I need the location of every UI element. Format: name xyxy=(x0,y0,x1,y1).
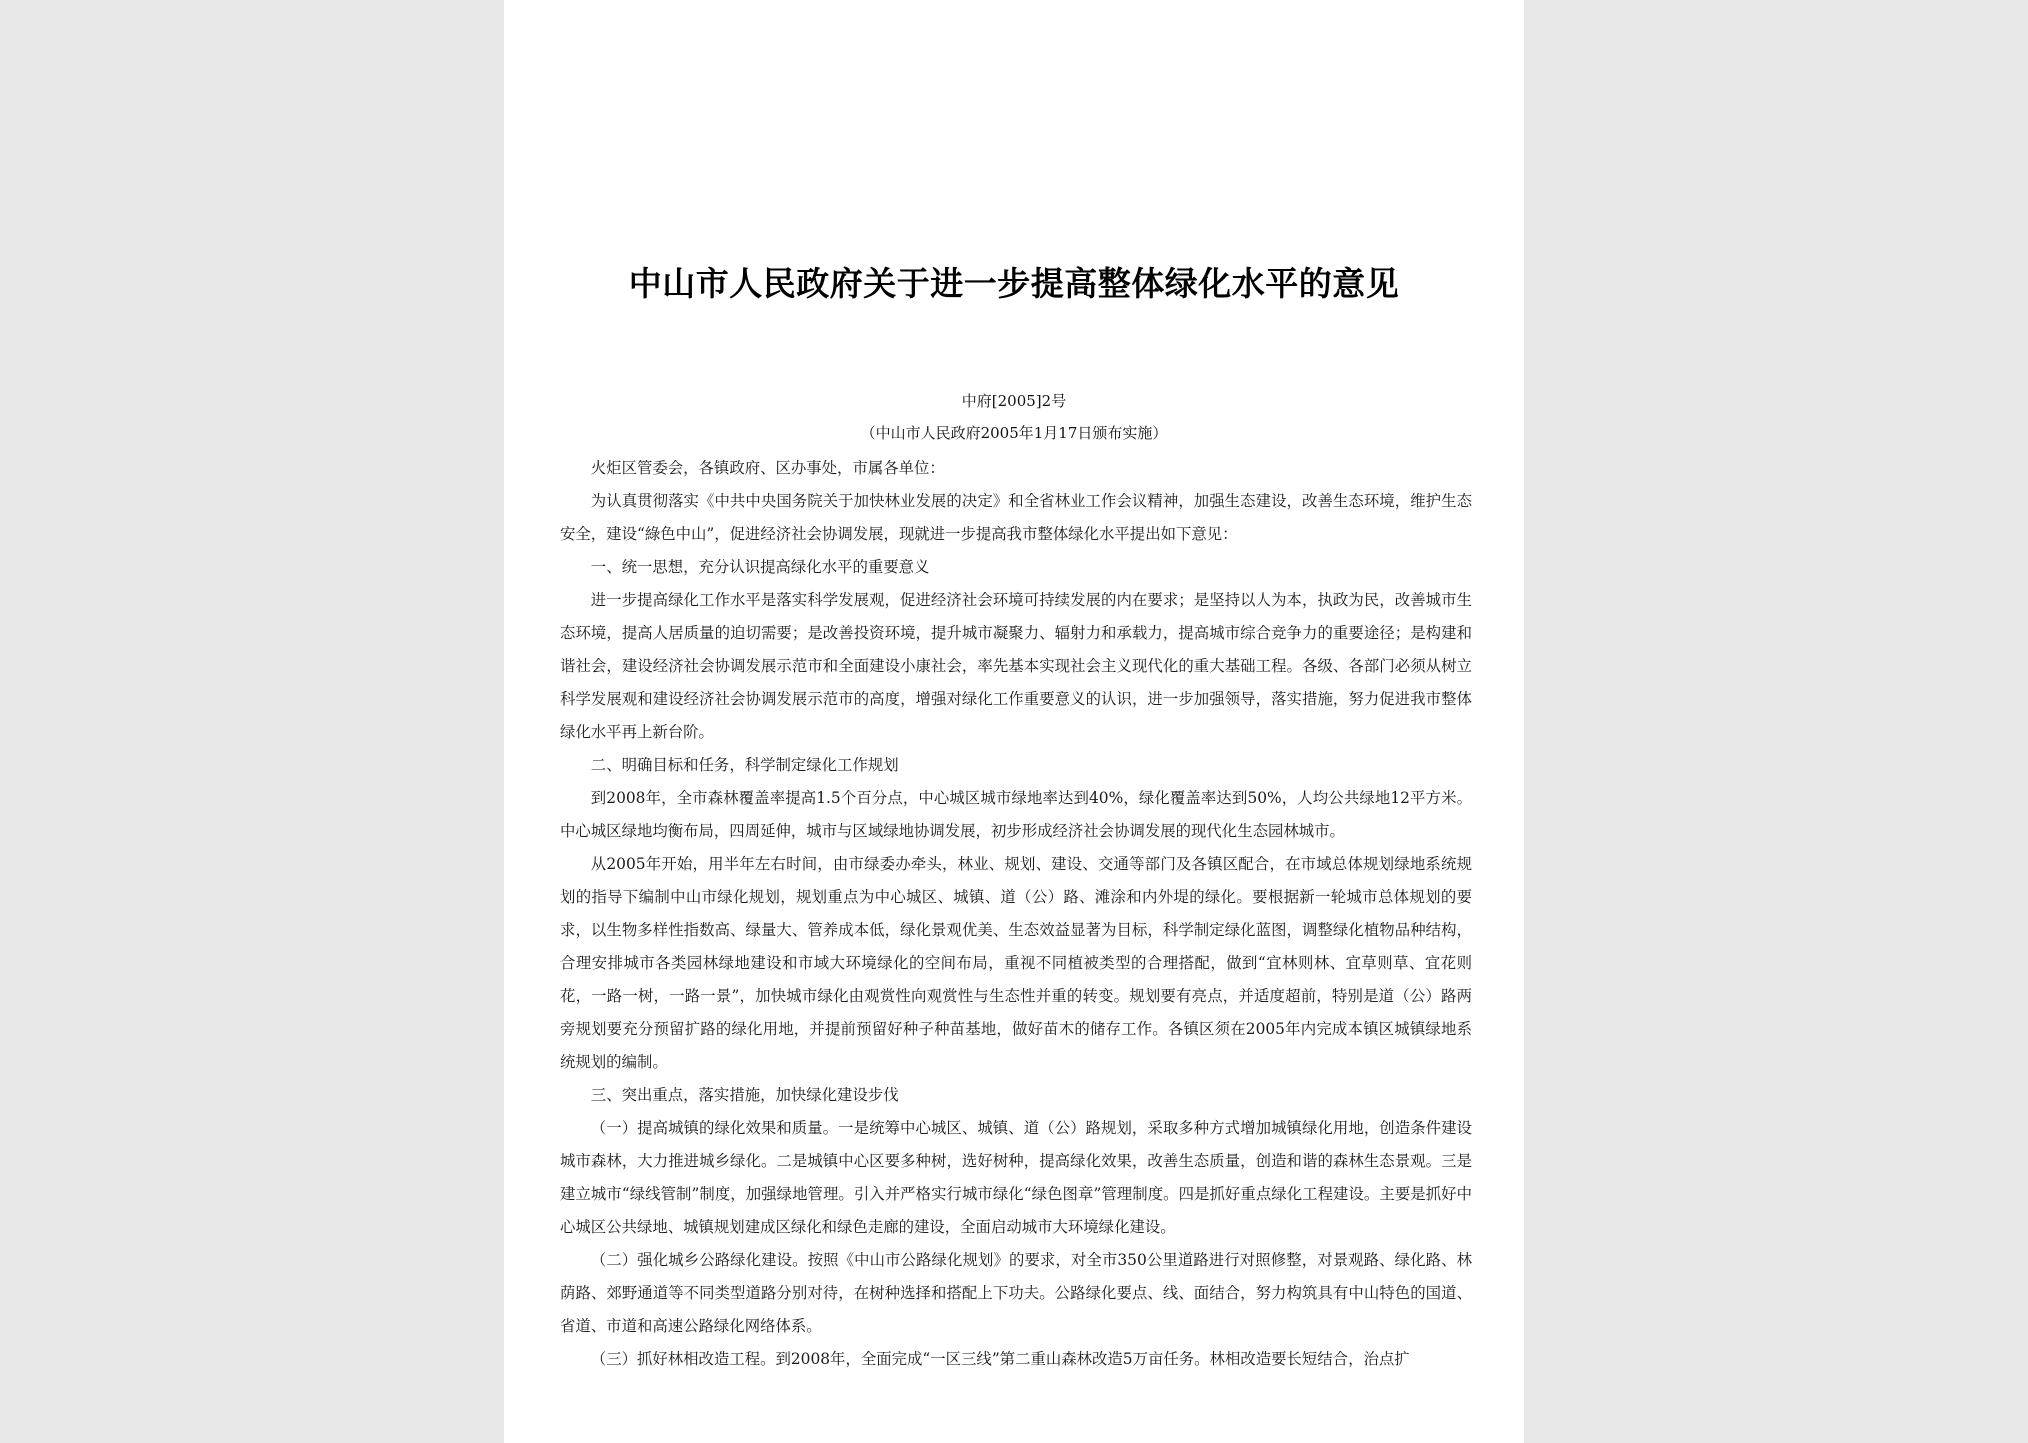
document-body xyxy=(560,452,1472,1376)
document-title: 中山市人民政府关于进一步提高整体绿化水平的意见 xyxy=(628,264,1400,303)
body-paragraph: （一）提高城镇的绿化效果和质量。一是统筹中心城区、城镇、道（公）路规划，采取多种方式增加城镇绿化用地，创造条件建设城市森林，大力推进城乡绿化。二是城镇中心区要多种树，选好树种，提高绿化效果，改善生态质量，创造和谐的森林生态景观。三是建立城市“绿线管制”制度，加强绿地管理。引入并严格实行城市绿化“绿色图章”管理制度。四是抓好重点绿化工程建设。主要是抓好中心城区公共绿地、城镇规划建成区绿化和绿色走廊的建设，全面启动城市大环境绿化建设。 xyxy=(560,1119,1472,1236)
body-paragraph: 火炬区管委会，各镇政府、区办事处，市属各单位： xyxy=(590,459,945,477)
body-paragraph: 到2008年，全市森林覆盖率提高1.5个百分点，中心城区城市绿地率达到40%，绿化覆盖率达到50%，人均公共绿地12平方米。中心城区绿地均衡布局，四周延伸，城市与区域绿地协调发展，初步形成经济社会协调发展的现代化生态园林城市。 xyxy=(560,789,1472,840)
body-paragraph: （二）强化城乡公路绿化建设。按照《中山市公路绿化规划》的要求，对全市350公里道路进行对照修整，对景观路、绿化路、林荫路、郊野通道等不同类型道路分别对待，在树种选择和搭配上下功夫。公路绿化要点、线、面结合，努力构筑具有中山特色的国道、省道、市道和高速公路绿化网络体系。 xyxy=(560,1251,1472,1335)
body-paragraph: 从2005年开始，用半年左右时间，由市绿委办牵头，林业、规划、建设、交通等部门及各镇区配合，在市域总体规划绿地系统规划的指导下编制中山市绿化规划，规划重点为中心城区、城镇、道（公）路、滩涂和内外堤的绿化。要根据新一轮城市总体规划的要求，以生物多样性指数高、绿量大、管养成本低，绿化景观优美、生态效益显著为目标，科学制定绿化蓝图，调整绿化植物品种结构，合理安排城市各类园林绿地建设和市域大环境绿化的空间布局，重视不同植被类型的合理搭配，做到“宜林则林、宜草则草、宜花则花，一路一树，一路一景”，加快城市绿化由观赏性向观赏性与生态性并重的转变。规划要有亮点，并适度超前，特别是道（公）路两旁规划要充分预留扩路的绿化用地，并提前预留好种子种苗基地，做好苗木的储存工作。各镇区须在2005年内完成本镇区城镇绿地系统规划的编制。 xyxy=(560,855,1472,1071)
body-paragraph: 一、统一思想，充分认识提高绿化水平的重要意义 xyxy=(590,558,930,576)
body-paragraph: （三）抓好林相改造工程。到2008年，全面完成“一区三线”第二重山森林改造5万亩任务。林相改造要长短结合，治点扩 xyxy=(590,1350,1410,1368)
body-paragraph: 进一步提高绿化工作水平是落实科学发展观，促进经济社会环境可持续发展的内在要求；是坚持以人为本，执政为民，改善城市生态环境，提高人居质量的迫切需要；是改善投资环境，提升城市凝聚力、辐射力和承载力，提高城市综合竞争力的重要途径；是构建和谐社会，建设经济社会协调发展示范市和全面建设小康社会，率先基本实现社会主义现代化的重大基础工程。各级、各部门必须从树立科学发展观和建设经济社会协调发展示范市的高度，增强对绿化工作重要意义的认识，进一步加强领导，落实措施，努力促进我市整体绿化水平再上新台阶。 xyxy=(560,591,1472,741)
document-number: 中府[2005]2号 xyxy=(961,392,1067,410)
body-paragraph: 二、明确目标和任务，科学制定绿化工作规划 xyxy=(590,756,899,774)
body-paragraph: 为认真贯彻落实《中共中央国务院关于加快林业发展的决定》和全省林业工作会议精神，加强生态建设，改善生态环境，维护生态安全，建设“綠色中山”，促进经济社会协调发展，现就进一步提高我市整体绿化水平提出如下意见： xyxy=(560,492,1472,543)
issue-note: （中山市人民政府2005年1月17日颁布实施） xyxy=(860,424,1168,442)
body-paragraph: 三、突出重点，落实措施，加快绿化建设步伐 xyxy=(590,1086,899,1104)
document-page xyxy=(504,0,1524,1443)
